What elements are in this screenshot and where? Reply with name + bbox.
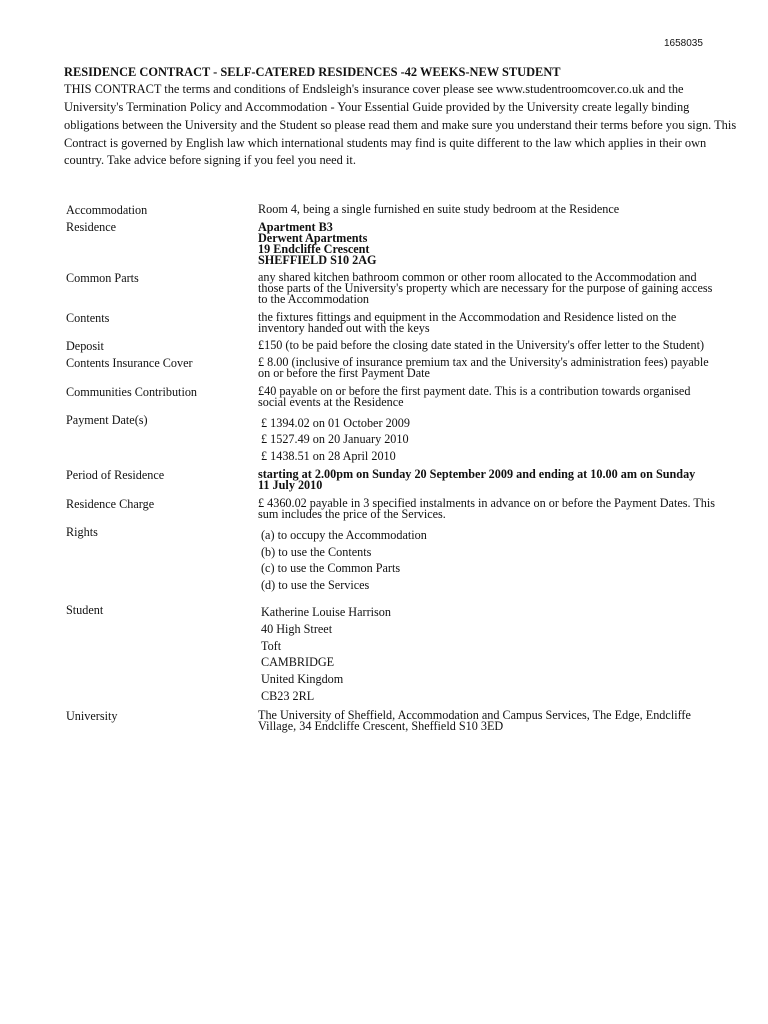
student-line: Toft bbox=[261, 639, 282, 653]
label-university: University bbox=[66, 709, 118, 723]
student-line: United Kingdom bbox=[261, 672, 344, 686]
rights-item: (b) to use the Contents bbox=[261, 545, 372, 559]
value-common-parts: those parts of the University's property which are necessary for the purpose of gaining access bbox=[258, 281, 713, 295]
value-accommodation: Room 4, being a single furnished en suite study bedroom at the Residence bbox=[258, 202, 620, 216]
contract-title: RESIDENCE CONTRACT - SELF-CATERED RESIDENCES -42 WEEKS-NEW STUDENT bbox=[64, 65, 561, 79]
value-contents-insurance: £ 8.00 (inclusive of insurance premium tax and the University's administration fees) payable bbox=[258, 355, 709, 369]
value-communities-contribution: social events at the Residence bbox=[258, 395, 404, 409]
value-university: Village, 34 Endcliffe Crescent, Sheffield S10 3ED bbox=[258, 719, 504, 733]
student-line: Katherine Louise Harrison bbox=[261, 605, 391, 619]
value-university: The University of Sheffield, Accommodation and Campus Services, The Edge, Endcliffe bbox=[258, 708, 691, 722]
label-rights: Rights bbox=[66, 525, 98, 539]
label-period-of-residence: Period of Residence bbox=[66, 468, 165, 482]
label-residence-charge: Residence Charge bbox=[66, 497, 155, 511]
label-communities-contribution: Communities Contribution bbox=[66, 385, 198, 399]
value-residence: Derwent Apartments bbox=[258, 231, 368, 245]
label-residence: Residence bbox=[66, 220, 117, 234]
value-residence-charge: sum includes the price of the Services. bbox=[258, 507, 446, 521]
value-period-of-residence: 11 July 2010 bbox=[258, 478, 323, 492]
label-common-parts: Common Parts bbox=[66, 271, 139, 285]
payment-date-line: £ 1527.49 on 20 January 2010 bbox=[261, 432, 409, 446]
value-residence: Apartment B3 bbox=[258, 220, 333, 234]
value-residence: SHEFFIELD S10 2AG bbox=[258, 253, 377, 267]
value-period-of-residence: starting at 2.00pm on Sunday 20 September 2009 and ending at 10.00 am on Sunday bbox=[258, 467, 696, 481]
label-contents-insurance: Contents Insurance Cover bbox=[66, 356, 193, 370]
label-deposit: Deposit bbox=[66, 339, 104, 353]
label-student: Student bbox=[66, 603, 104, 617]
intro-line: Contract is governed by English law which international students may find is quite different to the law which applies in their own bbox=[64, 136, 707, 150]
value-communities-contribution: £40 payable on or before the first payment date. This is a contribution towards organised bbox=[258, 384, 691, 398]
payment-date-line: £ 1438.51 on 28 April 2010 bbox=[261, 449, 396, 463]
value-residence-charge: £ 4360.02 payable in 3 specified instalments in advance on or before the Payment Dates. This bbox=[258, 496, 716, 510]
intro-line: University's Termination Policy and Accommodation - Your Essential Guide provided by the University create legally binding bbox=[64, 100, 690, 114]
document-id: 1658035 bbox=[664, 38, 703, 49]
value-common-parts: to the Accommodation bbox=[258, 292, 370, 306]
rights-item: (c) to use the Common Parts bbox=[261, 561, 401, 575]
student-line: CB23 2RL bbox=[261, 689, 315, 703]
intro-line: THIS CONTRACT the terms and conditions of Endsleigh's insurance cover please see www.studentroomcover.co.uk and the bbox=[64, 82, 684, 96]
value-contents-insurance: on or before the first Payment Date bbox=[258, 366, 430, 380]
value-contents: the fixtures fittings and equipment in the Accommodation and Residence listed on the bbox=[258, 310, 677, 324]
payment-date-line: £ 1394.02 on 01 October 2009 bbox=[261, 416, 410, 430]
label-payment-dates: Payment Date(s) bbox=[66, 413, 148, 427]
rights-item: (a) to occupy the Accommodation bbox=[261, 528, 427, 542]
intro-line: country. Take advice before signing if you feel you need it. bbox=[64, 153, 356, 167]
value-residence: 19 Endcliffe Crescent bbox=[258, 242, 370, 256]
intro-line: obligations between the University and the Student so please read them and make sure you understand their terms before you sign. This bbox=[64, 118, 737, 132]
rights-item: (d) to use the Services bbox=[261, 578, 370, 592]
label-accommodation: Accommodation bbox=[66, 203, 148, 217]
student-line: CAMBRIDGE bbox=[261, 655, 335, 669]
value-common-parts: any shared kitchen bathroom common or other room allocated to the Accommodation and bbox=[258, 270, 697, 284]
value-deposit: £150 (to be paid before the closing date stated in the University's offer letter to the Student) bbox=[258, 338, 705, 352]
value-contents: inventory handed out with the keys bbox=[258, 321, 430, 335]
label-contents: Contents bbox=[66, 311, 110, 325]
student-line: 40 High Street bbox=[261, 622, 333, 636]
